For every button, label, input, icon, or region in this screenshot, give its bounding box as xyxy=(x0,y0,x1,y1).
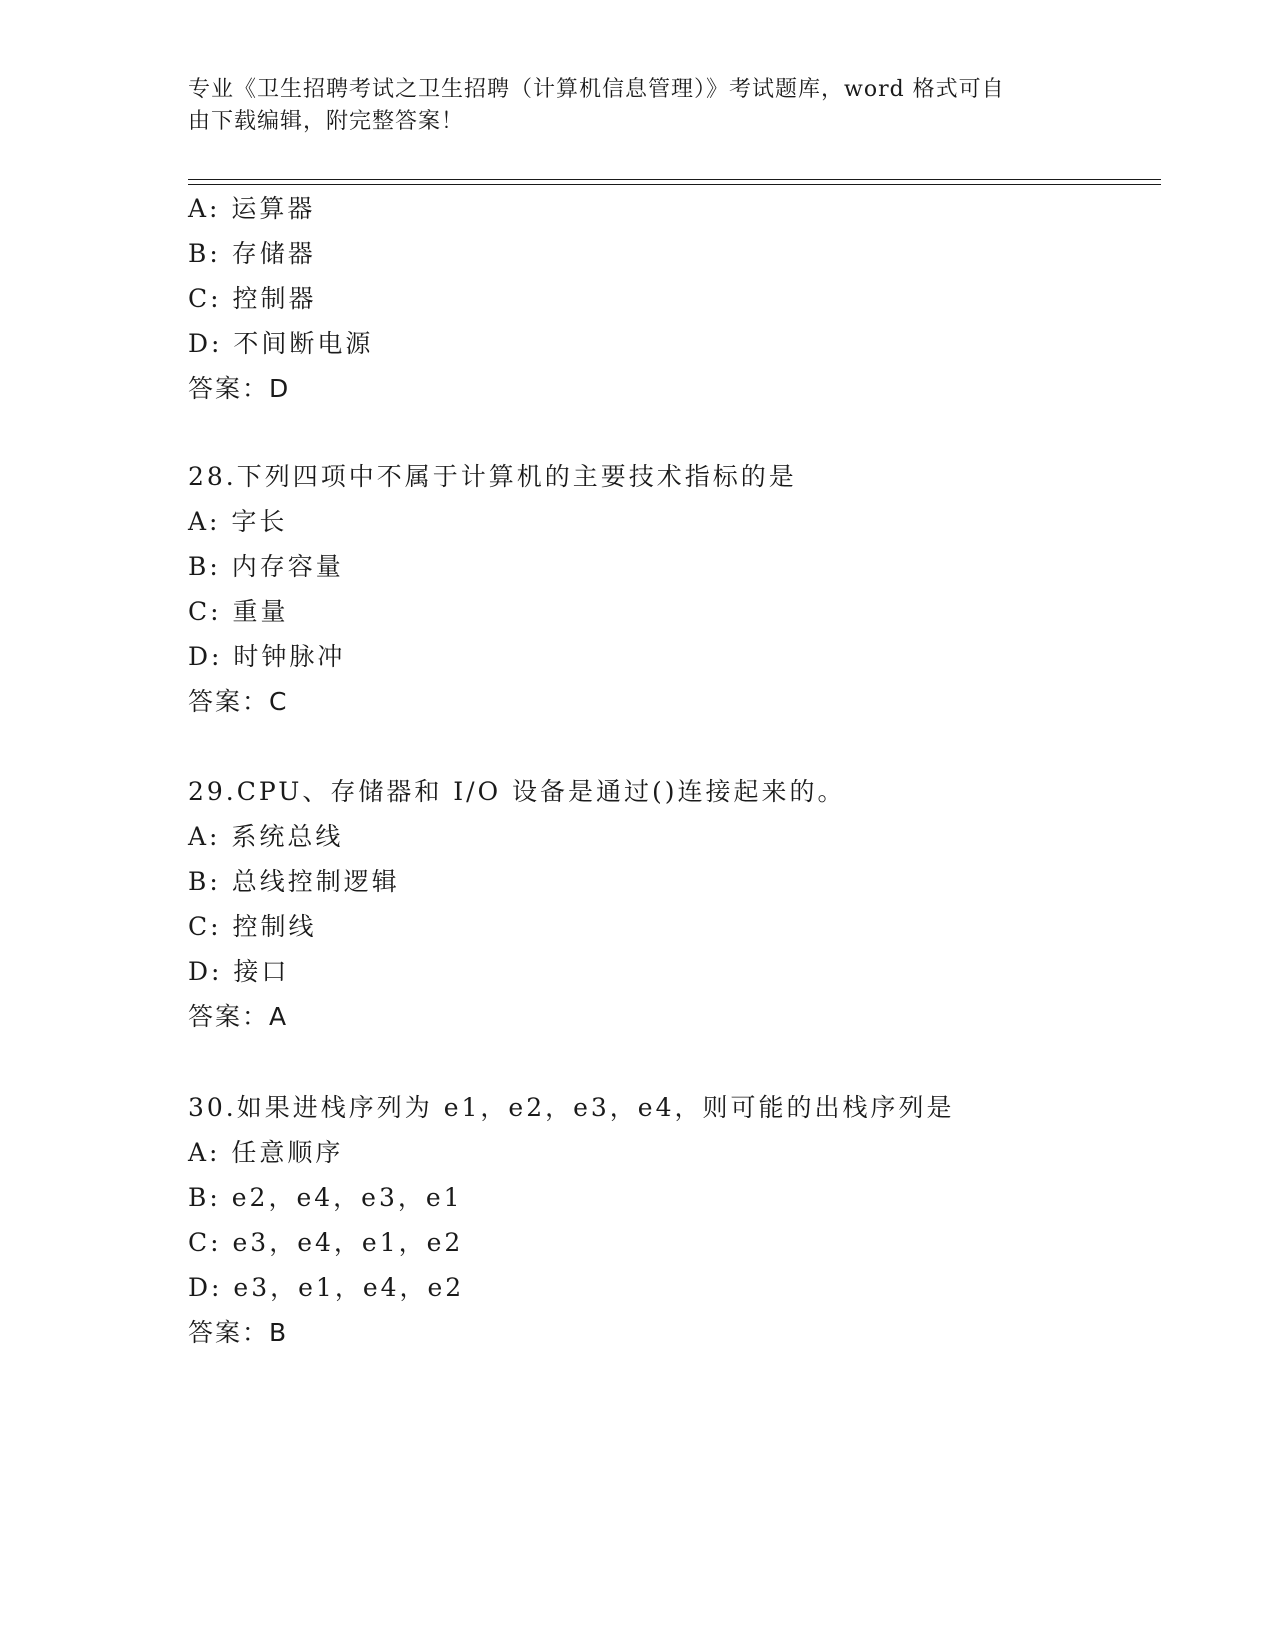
header-line-2: 由下载编辑，附完整答案！ xyxy=(188,109,465,134)
q27-answer: 答案：D xyxy=(188,374,291,403)
q27-option-a: A: 运算器 xyxy=(188,194,316,223)
q28-option-c: C: 重量 xyxy=(188,597,289,626)
q29-option-b: B: 总线控制逻辑 xyxy=(188,867,400,896)
q28-option-d: D: 时钟脉冲 xyxy=(188,642,346,671)
q29-option-a: A: 系统总线 xyxy=(188,822,344,851)
header-line-1: 专业《卫生招聘考试之卫生招聘（计算机信息管理）》考试题库，word 格式可自 xyxy=(188,77,1005,102)
q28-answer: 答案：C xyxy=(188,687,289,716)
q27-option-d: D: 不间断电源 xyxy=(188,329,374,358)
q29-option-c: C: 控制线 xyxy=(188,912,317,941)
q29-answer: 答案：A xyxy=(188,1002,289,1031)
q30-title: 30.如果进栈序列为 e1，e2，e3，e4，则可能的出栈序列是 xyxy=(188,1093,955,1122)
header-rule-bottom xyxy=(188,184,1161,185)
document-header xyxy=(188,74,1088,138)
header-rule-top xyxy=(188,179,1161,180)
q29-option-d: D: 接口 xyxy=(188,957,290,986)
q27-option-b: B: 存储器 xyxy=(188,239,316,268)
q27-option-c: C: 控制器 xyxy=(188,284,317,313)
q30-option-d: D: e3，e1，e4，e2 xyxy=(188,1273,465,1302)
q30-answer: 答案：B xyxy=(188,1318,289,1347)
q28-option-a: A: 字长 xyxy=(188,507,288,536)
q30-option-c: C: e3，e4，e1，e2 xyxy=(188,1228,464,1257)
q28-option-b: B: 内存容量 xyxy=(188,552,344,581)
q28-title: 28.下列四项中不属于计算机的主要技术指标的是 xyxy=(188,462,797,491)
q30-option-b: B: e2，e4，e3，e1 xyxy=(188,1183,463,1212)
q30-option-a: A: 任意顺序 xyxy=(188,1138,344,1167)
q29-title: 29.CPU、存储器和 I/O 设备是通过()连接起来的。 xyxy=(188,777,846,806)
